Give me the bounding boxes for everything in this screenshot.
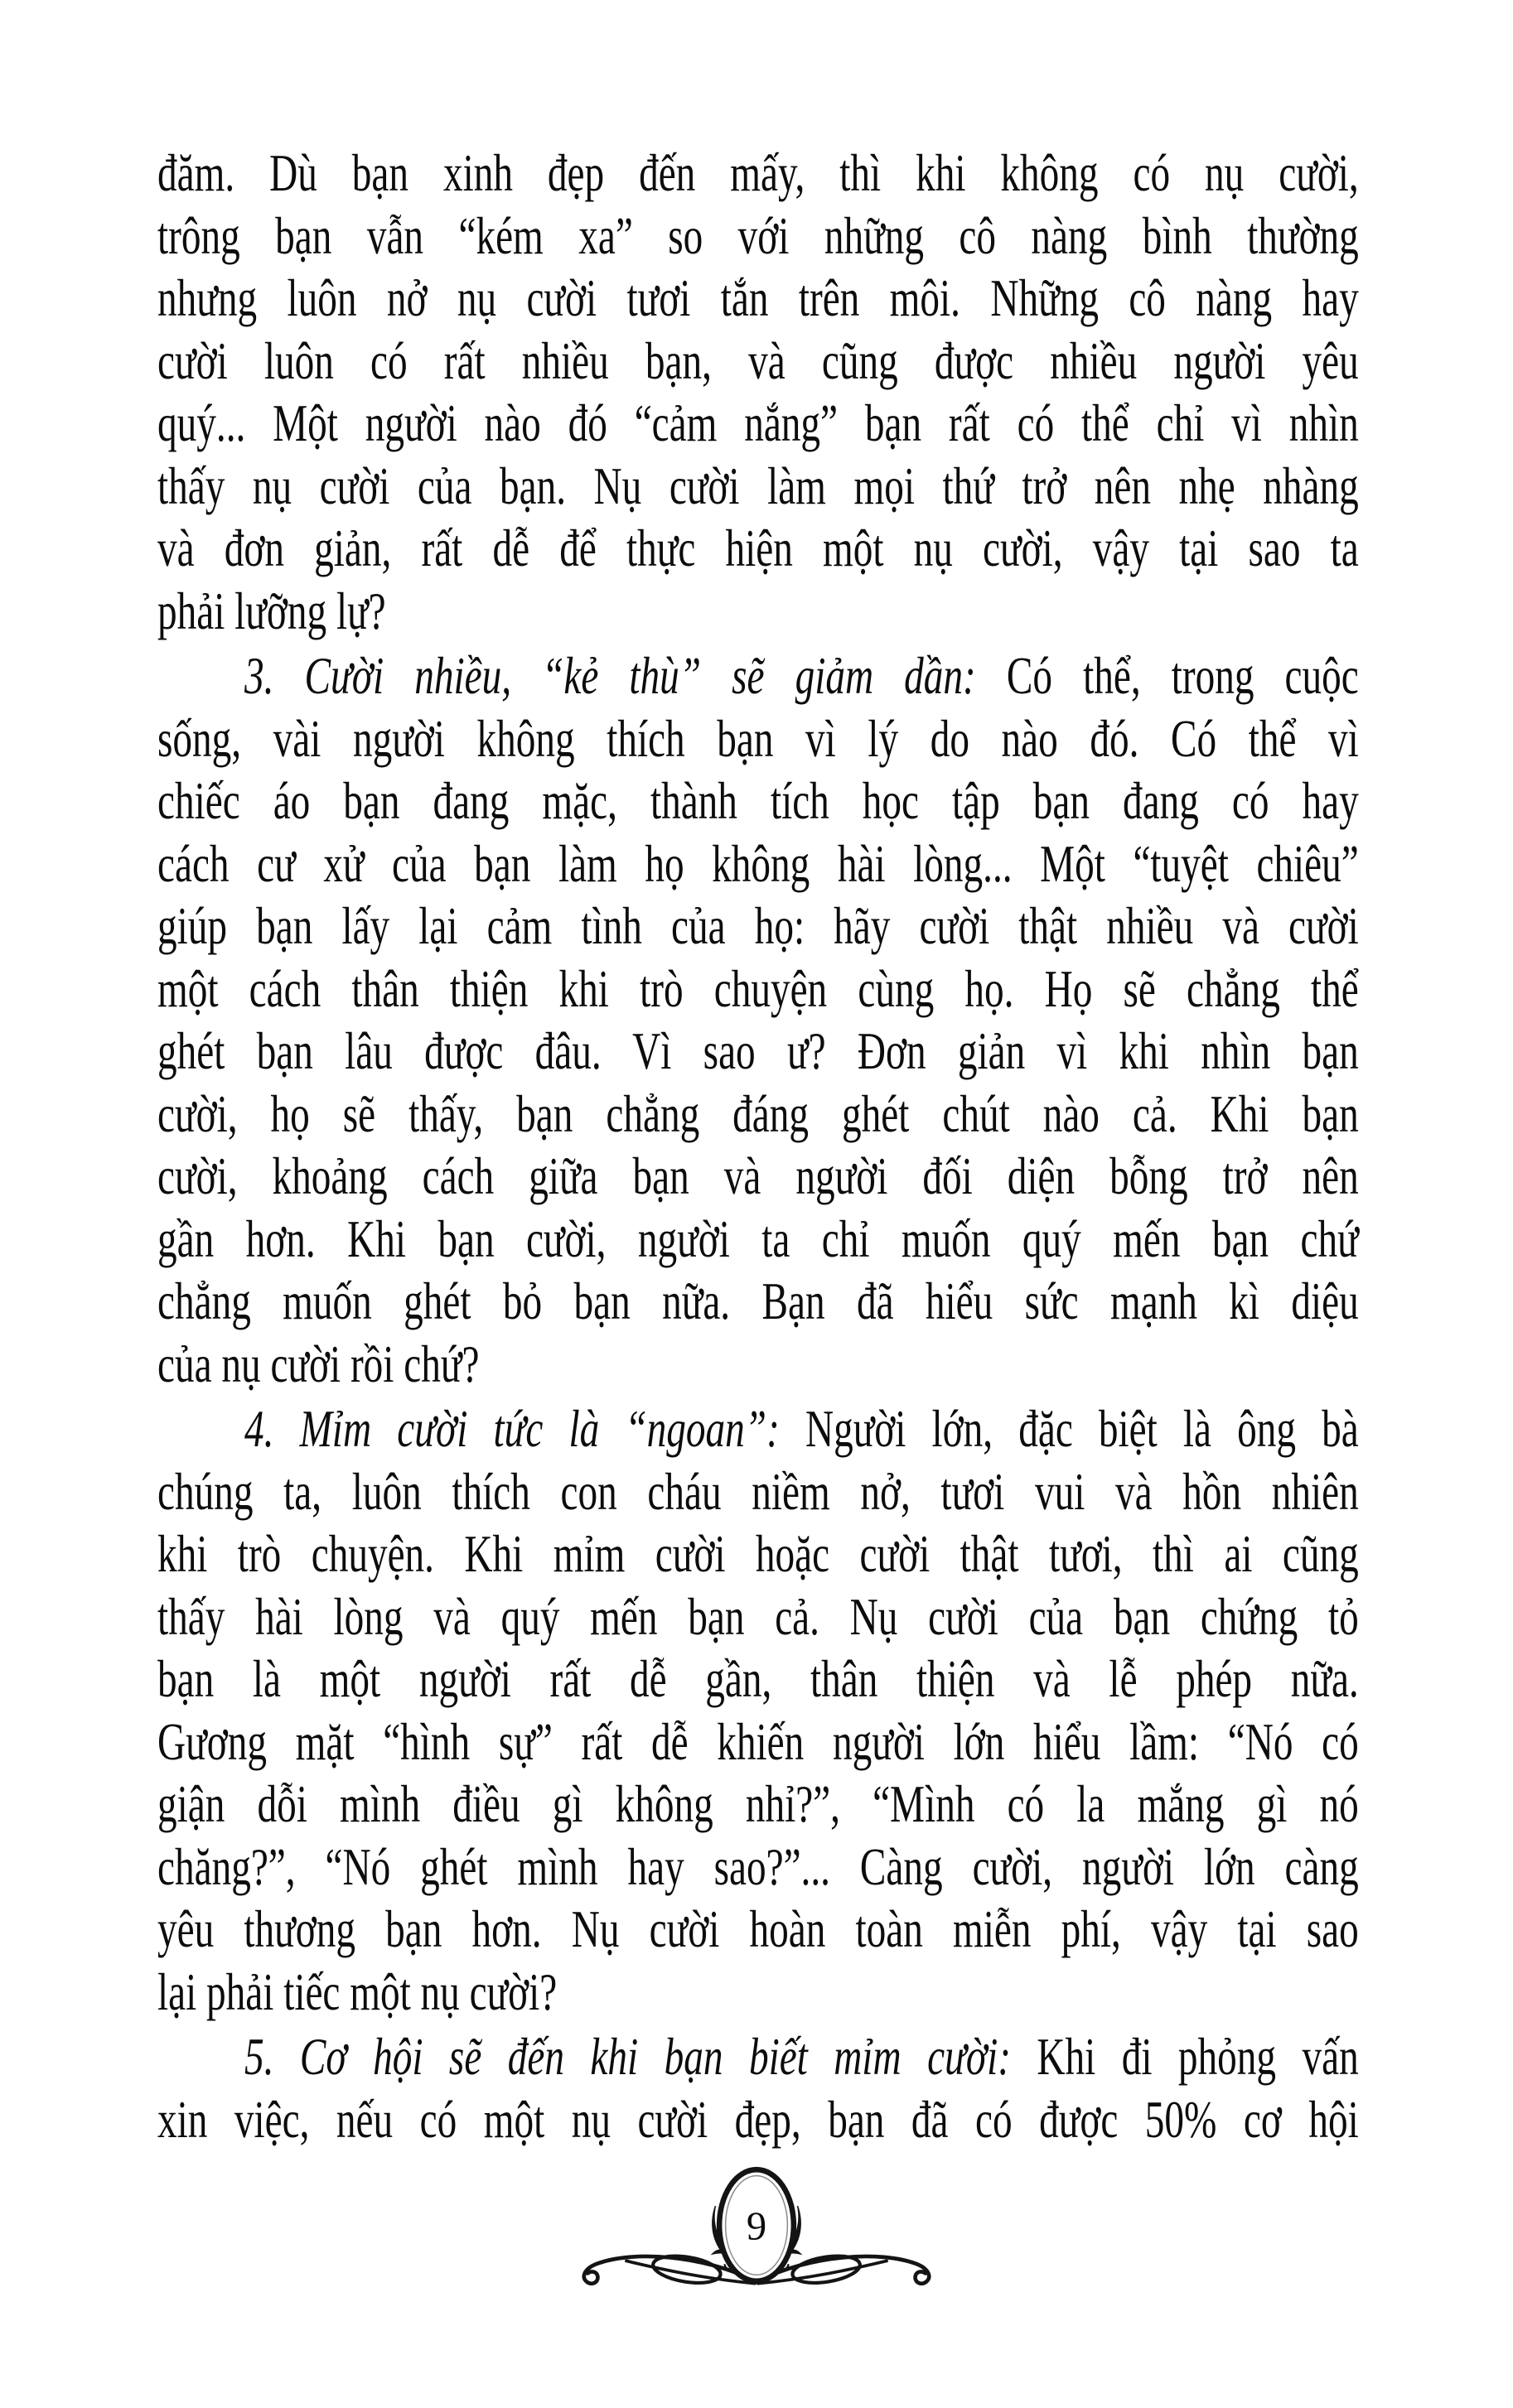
text-segment: quý... Một người nào đó “cảm nắng” bạn rất có thể chỉ vì nhìn (157, 394, 1359, 452)
text-segment: xin việc, nếu có một nụ cười đẹp, bạn đã có được 50% cơ hội (157, 2090, 1359, 2149)
paragraph-lead-italic: 3. Cười nhiều, “kẻ thù” sẽ giảm dần: (244, 647, 976, 705)
text-line (157, 1773, 1359, 1836)
text-segment: thấy hài lòng và quý mến bạn cả. Nụ cười của bạn chứng tỏ (157, 1587, 1359, 1646)
text-line (157, 833, 1359, 896)
ornament-graphic (578, 2159, 935, 2314)
text-segment: chúng ta, luôn thích con cháu niềm nở, tươi vui và hồn nhiên (157, 1462, 1359, 1521)
text-line (157, 1021, 1359, 1083)
text-segment: trông bạn vẫn “kém xa” so với những cô nàng bình thường (157, 206, 1359, 265)
text-line (157, 1271, 1359, 1334)
text-segment: giúp bạn lấy lại cảm tình của họ: hãy cười thật nhiều và cười (157, 897, 1359, 955)
page-text (157, 142, 1513, 2154)
text-line (157, 895, 1359, 958)
text-segment: yêu thương bạn hơn. Nụ cười hoàn toàn miễn phí, vậy tại sao (157, 1900, 1359, 1958)
text-line (157, 2026, 1359, 2089)
text-segment: gần hơn. Khi bạn cười, người ta chỉ muốn quý mến bạn chứ (157, 1209, 1359, 1268)
text-segment: phải lưỡng lự? (157, 581, 386, 640)
text-segment: Người lớn, đặc biệt là ông bà (779, 1400, 1359, 1458)
text-line (157, 1461, 1359, 1524)
text-segment: thấy nụ cười của bạn. Nụ cười làm mọi thứ trở nên nhẹ nhàng (157, 456, 1359, 515)
text-line (157, 393, 1359, 456)
text-line (157, 456, 1359, 519)
text-line (157, 2089, 1359, 2152)
text-segment: nhưng luôn nở nụ cười tươi tắn trên môi. Những cô nàng hay (157, 269, 1359, 327)
text-segment: Khi đi phỏng vấn (1010, 2028, 1359, 2086)
text-line (157, 1899, 1359, 1962)
text-segment: sống, vài người không thích bạn vì lý do nào đó. Có thể vì (157, 709, 1359, 768)
text-segment: cười, khoảng cách giữa bạn và người đối diện bỗng trở nên (157, 1147, 1359, 1205)
text-segment: Có thể, trong cuộc (975, 647, 1359, 705)
paragraph (157, 645, 1513, 1396)
page-footer-ornament (578, 2159, 935, 2314)
text-line (157, 1209, 1359, 1272)
text-segment: của nụ cười rồi chứ? (157, 1334, 480, 1393)
text-segment: chiếc áo bạn đang mặc, thành tích học tập bạn đang có hay (157, 772, 1359, 830)
text-line (157, 1711, 1359, 1774)
text-line (157, 1523, 1359, 1586)
text-segment: một cách thân thiện khi trò chuyện cùng họ. Họ sẽ chẳng thể (157, 959, 1359, 1018)
paragraph (157, 2026, 1513, 2151)
text-segment: cười luôn có rất nhiều bạn, và cũng được nhiều người yêu (157, 331, 1359, 390)
paragraph (157, 1398, 1513, 2024)
page-number: 9 (746, 2203, 767, 2249)
text-line (157, 1586, 1359, 1649)
paragraph-lead-italic: 4. Mỉm cười tức là “ngoan”: (244, 1400, 780, 1458)
text-segment: chẳng muốn ghét bỏ bạn nữa. Bạn đã hiểu sức mạnh kì diệu (157, 1272, 1359, 1330)
text-line (157, 1962, 1359, 2024)
paragraph (157, 142, 1513, 643)
text-segment: và đơn giản, rất dễ để thực hiện một nụ cười, vậy tại sao ta (157, 519, 1359, 577)
text-segment: bạn là một người rất dễ gần, thân thiện và lễ phép nữa. (157, 1650, 1359, 1708)
text-line (157, 268, 1359, 331)
text-line (157, 142, 1359, 205)
text-line (157, 1398, 1359, 1461)
text-line (157, 518, 1359, 581)
text-line (157, 1334, 1359, 1397)
text-segment: cười, họ sẽ thấy, bạn chẳng đáng ghét chút nào cả. Khi bạn (157, 1084, 1359, 1143)
text-segment: chăng?”, “Nó ghét mình hay sao?”... Càng cười, người lớn càng (157, 1837, 1359, 1896)
text-segment: khi trò chuyện. Khi mỉm cười hoặc cười thật tươi, thì ai cũng (157, 1525, 1359, 1583)
text-segment: Gương mặt “hình sự” rất dễ khiến người lớn hiểu lầm: “Nó có (157, 1712, 1359, 1771)
text-segment: ghét bạn lâu được đâu. Vì sao ư? Đơn giản vì khi nhìn bạn (157, 1022, 1359, 1080)
text-segment: giận dỗi mình điều gì không nhỉ?”, “Mình có la mắng gì nó (157, 1775, 1359, 1833)
text-line (157, 331, 1359, 393)
text-line (157, 1083, 1359, 1146)
text-line (157, 708, 1359, 771)
text-segment: đăm. Dù bạn xinh đẹp đến mấy, thì khi không có nụ cười, (157, 144, 1359, 202)
text-line (157, 958, 1359, 1021)
text-line (157, 205, 1359, 268)
text-line (157, 1836, 1359, 1899)
text-line (157, 1146, 1359, 1209)
paragraph-lead-italic: 5. Cơ hội sẽ đến khi bạn biết mỉm cười: (244, 2028, 1011, 2086)
text-line (157, 645, 1359, 708)
text-line (157, 581, 1359, 644)
text-segment: cách cư xử của bạn làm họ không hài lòng... Một “tuyệt chiêu” (157, 834, 1359, 893)
text-segment: lại phải tiếc một nụ cười? (157, 1962, 558, 2021)
text-line (157, 770, 1359, 833)
text-line (157, 1648, 1359, 1711)
